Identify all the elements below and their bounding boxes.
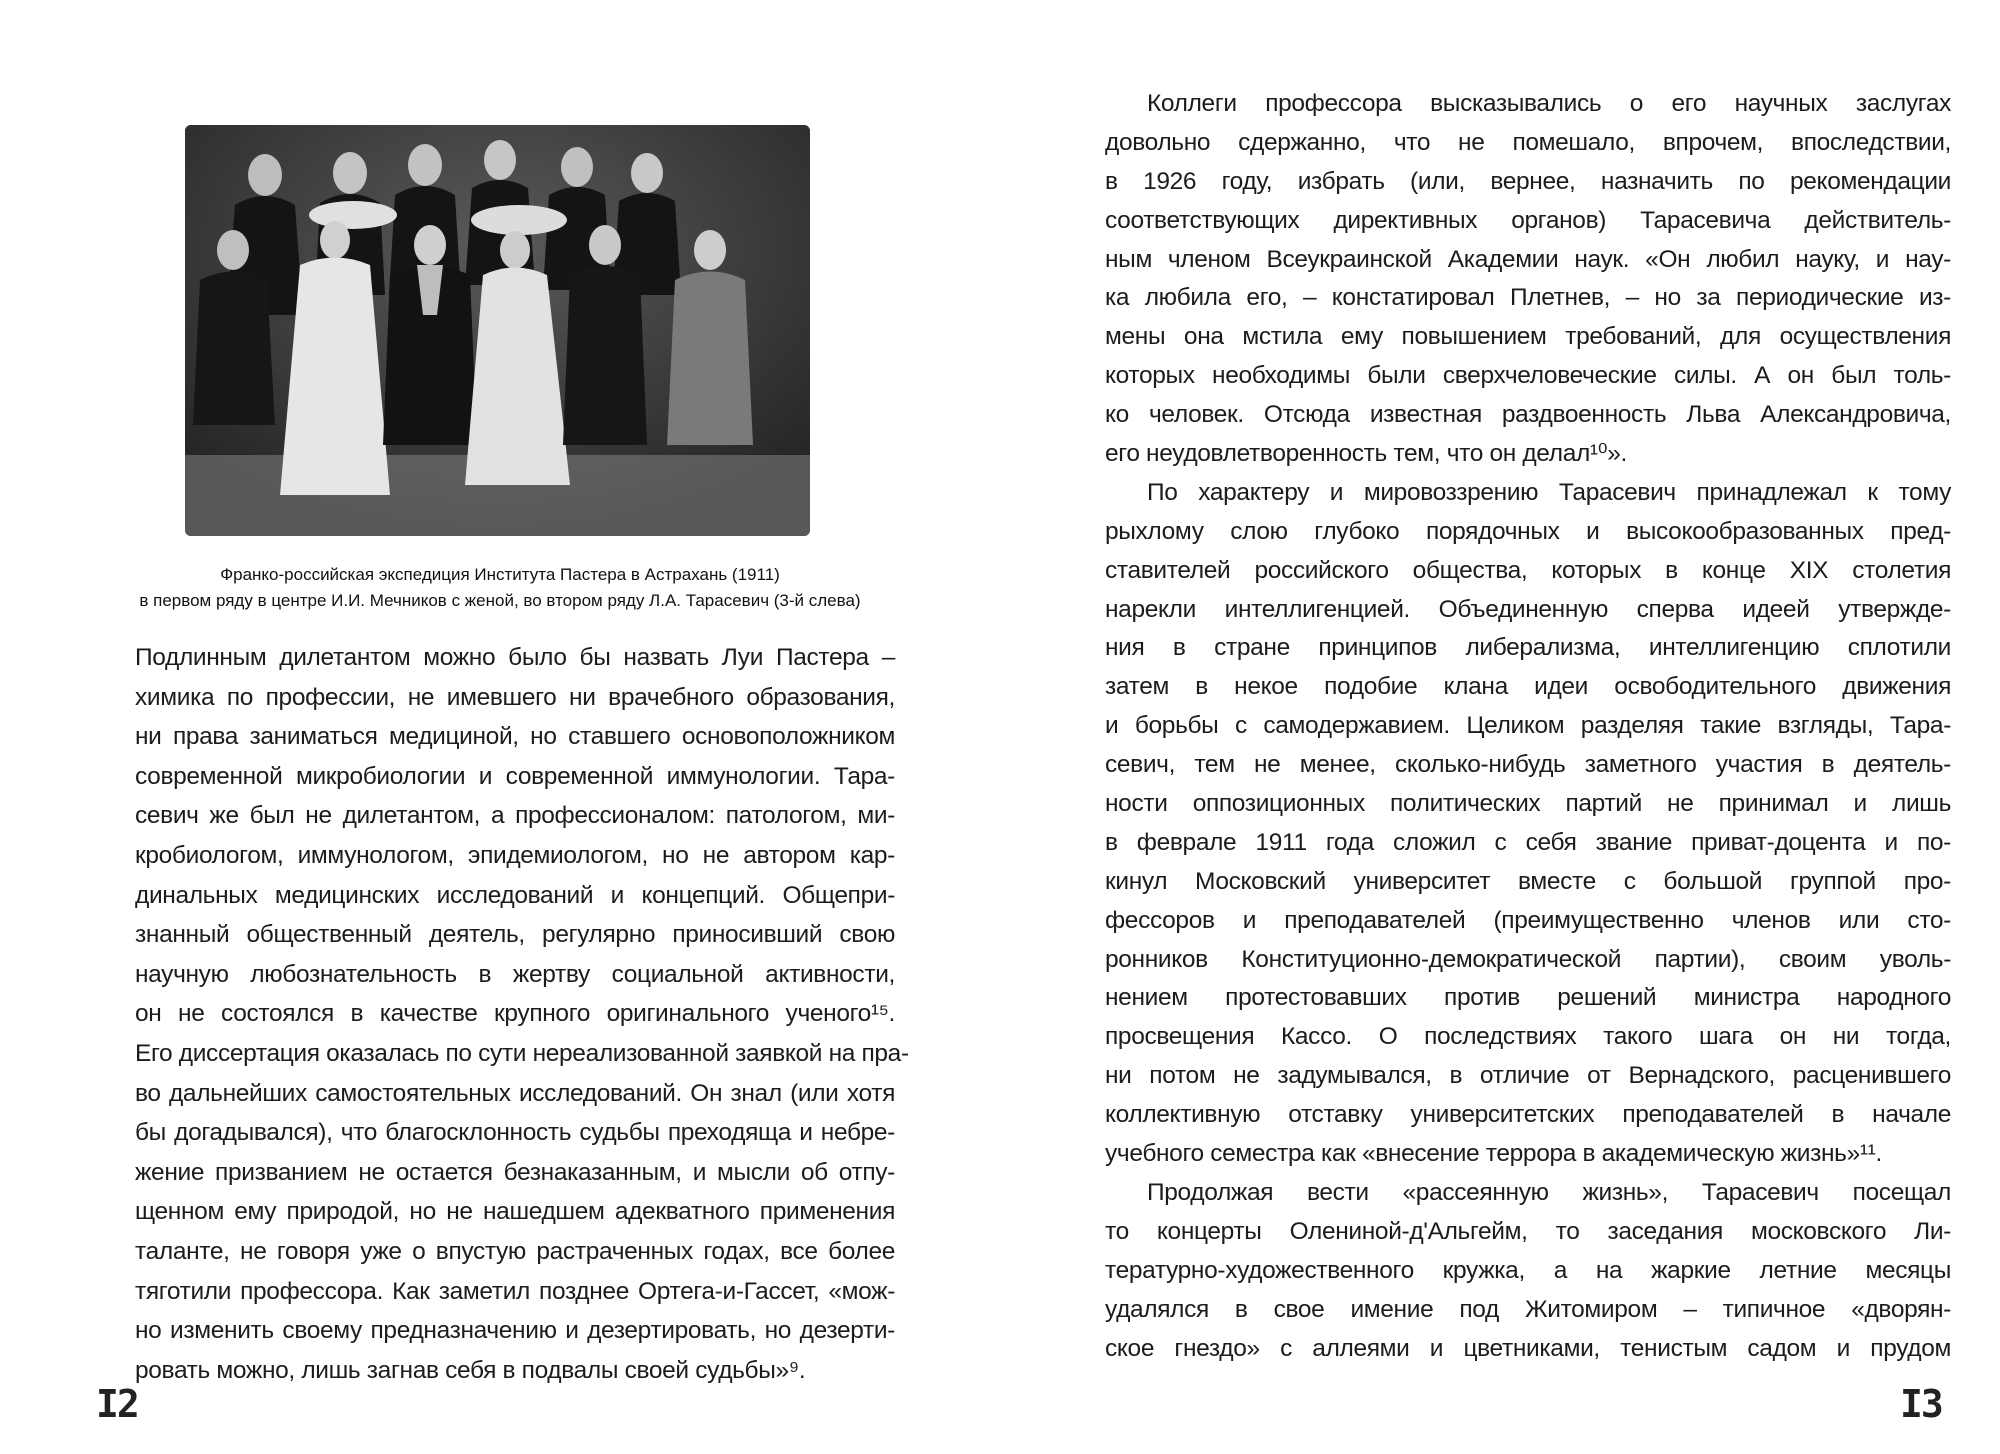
text-line: Продолжая вести «рассеянную жизнь», Тарасевич посещал [1147,1178,1951,1206]
text-line: ровать можно, лишь загнав себя в подвалы своей судьбы»⁹. [135,1356,806,1384]
page-number-left: I2 [96,1382,138,1426]
text-line: но изменить своему предназначению и дезертировать, но дезерти- [135,1317,895,1345]
expedition-group-photo [185,125,810,536]
text-line: севич же был не дилетантом, а профессионалом: патологом, ми- [135,802,895,830]
text-line: научную любознательность в жертву социальной активности, [135,960,895,988]
text-line: тяготили профессора. Как заметил позднее Ортега-и-Гассет, «мож- [135,1277,895,1305]
text-line: то концерты Олениной-д'Альгейм, то заседания московского Ли- [1105,1217,1951,1245]
text-line: во дальнейших самостоятельных исследований. Он знал (или хотя [135,1079,895,1107]
caption-line: Франко-российская экспедиция Института Пастера в Астрахань (1911) [220,565,780,584]
text-line: Подлинным дилетантом можно было бы назвать Луи Пастера – [135,644,895,671]
text-line: ности оппозиционных политических партий не принимал и лишь [1105,790,1951,818]
text-line: ко человек. Отсюда известная раздвоенность Льва Александровича, [1105,401,1951,429]
text-line: в феврале 1911 года сложил с себя звание приват-доцента и по- [1105,828,1951,856]
text-line: По характеру и мировоззрению Тарасевич принадлежал к тому [1147,478,1951,506]
text-line: нением протестовавших против решений министра народного [1105,984,1951,1012]
text-line: просвещения Кассо. О последствиях такого шага он ни тогда, [1105,1023,1951,1051]
text-line: удалялся в свое имение под Житомиром – типичное «дворян- [1105,1295,1951,1323]
text-line: ставителей российского общества, которых в конце XIX столетия [1105,556,1951,584]
text-line: кинул Московский университет вместе с большой группой про- [1105,867,1951,895]
text-line: ка любила его, – констатировал Плетнев, – но за периодические из- [1105,284,1951,312]
text-line: динальных медицинских исследований и концепций. Общепри- [135,881,895,909]
text-line: ни потом не задумывался, в отличие от Вернадского, расценившего [1105,1062,1951,1090]
text-line: рыхлому слою глубоко порядочных и высокообразованных пред- [1105,517,1951,545]
text-line: Его диссертация оказалась по сути нереализованной заявкой на пра- [135,1039,909,1067]
text-line: он не состоялся в качестве крупного оригинального ученого¹⁵. [135,1000,895,1028]
text-line: учебного семестра как «внесение террора в академическую жизнь»¹¹. [1105,1140,1882,1168]
text-line: мены она мстила ему повышением требований, для осуществления [1105,323,1951,351]
text-line: кробиологом, иммунологом, эпидемиологом, но не автором кар- [135,841,895,869]
text-line: коллективную отставку университетских преподавателей в начале [1105,1101,1951,1129]
text-line: Коллеги профессора высказывались о его научных заслугах [1147,90,1951,117]
caption-line: в первом ряду в центре И.И. Мечников с женой, во втором ряду Л.А. Тарасевич (3-й слева) [139,591,861,610]
text-line: ным членом Всеукраинской Академии наук. «Он любил науку, и нау- [1105,245,1951,273]
text-line: которых необходимы были сверхчеловеческие силы. А он был толь- [1105,362,1951,390]
left-page-body [135,638,909,1390]
text-line: фессоров и преподавателей (преимущественно членов или сто- [1105,906,1951,934]
text-line: таланте, не говоря уже о впустую растраченных годах, все более [135,1237,895,1265]
right-page-body [1105,85,1951,1368]
text-line: затем в некое подобие клана идеи освободительного движения [1105,673,1951,701]
right-page [1000,0,2000,1454]
text-line: севич, тем не менее, сколько-нибудь заметного участия в деятель- [1105,751,1951,779]
text-line: в 1926 году, избрать (или, вернее, назначить по рекомендации [1105,167,1951,195]
text-line: химика по профессии, не имевшего ни врачебного образования, [135,683,895,711]
text-line: современной микробиологии и современной иммунологии. Тара- [135,762,895,790]
text-line: ния в стране принципов либерализма, интеллигенцию сплотили [1105,634,1951,662]
text-line: ни права заниматься медициной, но ставшего основоположником [135,723,895,751]
text-line: тературно-художественного кружка, а на жаркие летние месяцы [1105,1256,1951,1284]
text-line: и борьбы с самодержавием. Целиком разделяя такие взгляды, Тара- [1105,712,1951,740]
text-line: бы догадывался), что благосклонность судьбы преходяща и небре- [135,1119,895,1147]
text-line: жение призванием не остается безнаказанным, и мысли об отпу- [135,1158,895,1186]
text-line: ское гнездо» с аллеями и цветниками, тенистым садом и прудом [1105,1334,1951,1362]
text-line: довольно сдержанно, что не помешало, впрочем, впоследствии, [1105,128,1951,156]
page-number-right: I3 [1900,1382,1942,1426]
photo-figures [185,125,810,536]
text-line: нарекли интеллигенцией. Объединенную сперва идеей утвержде- [1105,595,1951,623]
photo-caption [110,562,890,614]
text-line: его неудовлетворенность тем, что он делал¹⁰». [1105,440,1627,468]
text-line: соответствующих директивных органов) Тарасевича действитель- [1105,206,1951,234]
text-line: знанный общественный деятель, регулярно приносивший свою [135,921,895,949]
text-line: щенном ему природой, но не нашедшем адекватного применения [135,1198,895,1226]
text-line: ронников Конституционно-демократической партии), своим уволь- [1105,945,1951,973]
